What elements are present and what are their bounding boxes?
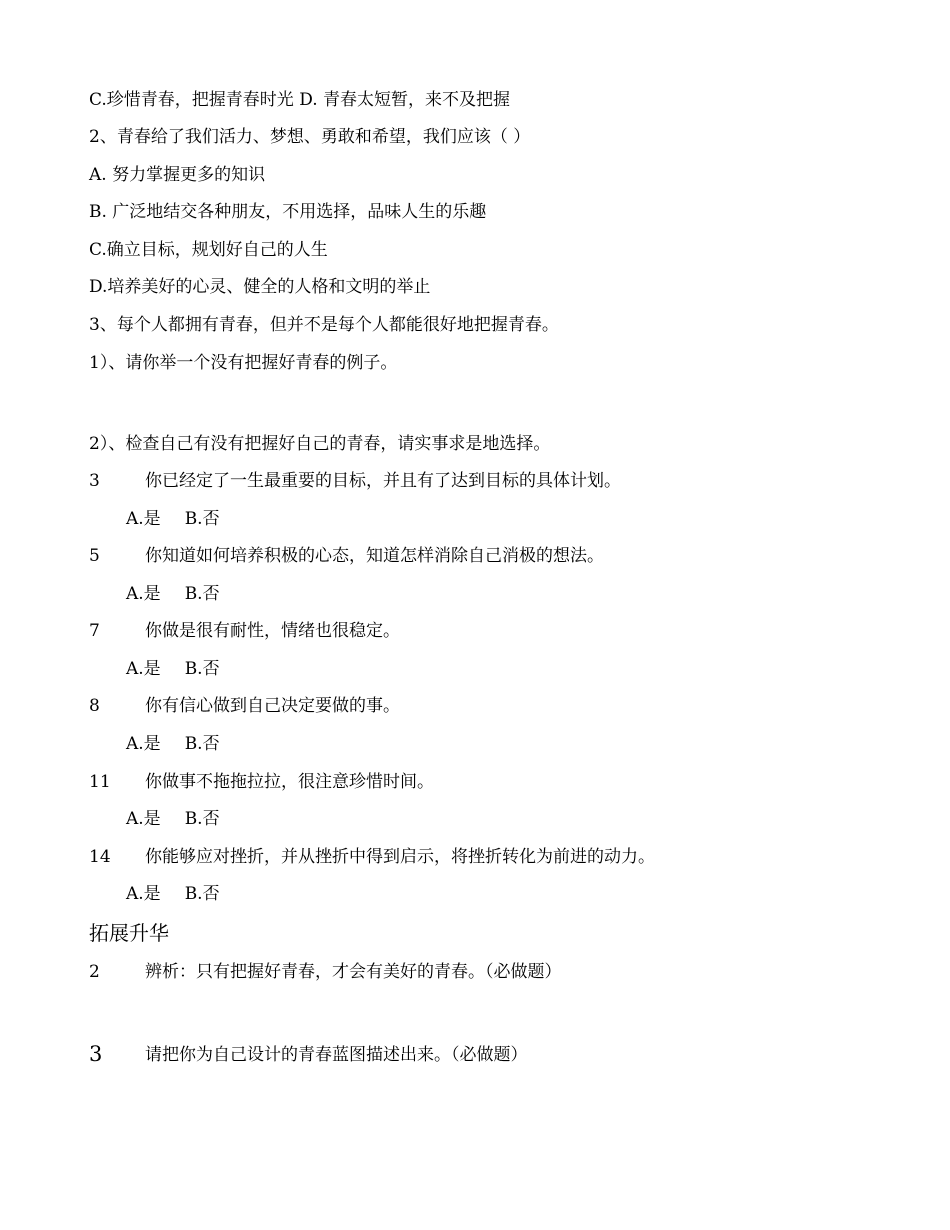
question-number: 5 [89,546,100,566]
option-yes[interactable]: A.是 [126,659,161,679]
option-c: C.确立目标，规划好自己的人生 [89,240,328,260]
option-yes[interactable]: A.是 [126,509,161,529]
subquestion-2: 2）、检查自己有没有把握好自己的青春，请实事求是地选择。 [89,434,551,454]
subquestion-1: 1）、请你举一个没有把握好青春的例子。 [89,353,398,373]
option-a: A. 努力掌握更多的知识 [89,165,266,185]
question-text: 你能够应对挫折，并从挫折中得到启示，将挫折转化为前进的动力。 [145,847,655,867]
question-number: 14 [89,847,111,867]
question-number: 3 [89,471,100,491]
option-no[interactable]: B.否 [184,584,220,604]
extension-item-text: 辨析：只有把握好青春，才会有美好的青春。（必做题） [145,962,562,982]
option-no[interactable]: B.否 [184,884,220,904]
extension-item-text: 请把你为自己设计的青春蓝图描述出来。（必做题） [145,1045,528,1065]
option-b: B. 广泛地结交各种朋友，不用选择，品味人生的乐趣 [89,202,487,222]
answer-options [126,732,220,756]
extension-item-number: 2 [89,962,100,982]
option-yes[interactable]: A.是 [126,809,161,829]
option-line-c-d: C.珍惜青春，把握青春时光 D. 青春太短暂，来不及把握 [89,90,511,110]
question-number: 11 [89,772,111,792]
section-heading: 拓展升华 [89,921,169,945]
question-text: 你已经定了一生最重要的目标，并且有了达到目标的具体计划。 [145,471,621,491]
question-number: 8 [89,696,100,716]
question-text: 你做事不拖拖拉拉，很注意珍惜时间。 [145,772,434,792]
question-number: 7 [89,621,100,641]
answer-options [126,507,220,531]
question-text: 你有信心做到自己决定要做的事。 [145,696,400,716]
option-no[interactable]: B.否 [184,659,220,679]
option-d: D.培养美好的心灵、健全的人格和文明的举止 [89,277,431,297]
answer-options [126,582,220,606]
option-no[interactable]: B.否 [184,734,220,754]
option-no[interactable]: B.否 [184,509,220,529]
question-2-stem: 2、青春给了我们活力、梦想、勇敢和希望，我们应该（ ） [89,127,531,147]
option-yes[interactable]: A.是 [126,734,161,754]
question-text: 你知道如何培养积极的心态，知道怎样消除自己消极的想法。 [145,546,604,566]
question-3-stem: 3、每个人都拥有青春，但并不是每个人都能很好地把握青春。 [89,315,559,335]
extension-item-number: 3 [89,1042,103,1066]
option-yes[interactable]: A.是 [126,884,161,904]
answer-options [126,657,220,681]
option-yes[interactable]: A.是 [126,584,161,604]
answer-options [126,807,220,831]
answer-options [126,882,220,906]
option-no[interactable]: B.否 [184,809,220,829]
question-text: 你做是很有耐性，情绪也很稳定。 [145,621,400,641]
